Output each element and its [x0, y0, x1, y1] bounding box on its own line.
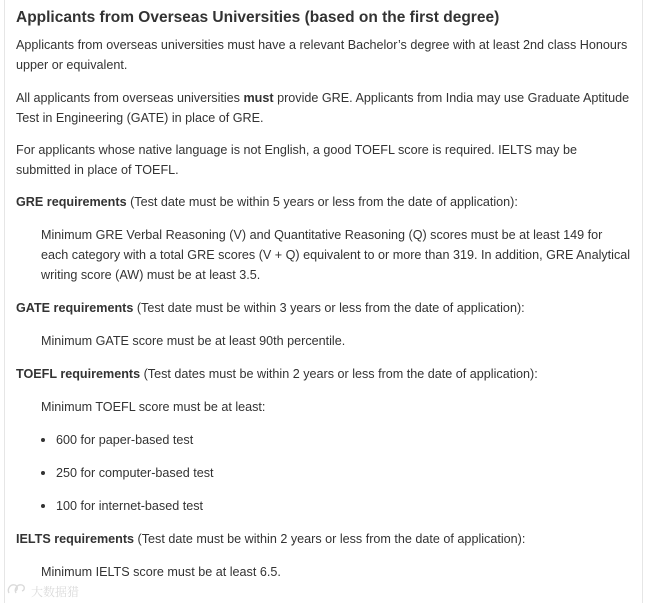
english-requirement-paragraph: For applicants whose native language is not English, a good TOEFL score is required. IELTS may be submitted in place of TOEFL.	[16, 143, 577, 177]
ielts-requirements-title: IELTS requirements	[16, 532, 135, 546]
degree-requirement-paragraph: Applicants from overseas universities must have a relevant Bachelor’s degree with at least 2nd class Honours upper or equivalent.	[16, 38, 628, 72]
gre-mandatory-emphasis: must	[243, 91, 274, 105]
bullet-icon	[41, 504, 45, 508]
bullet-icon	[41, 438, 45, 442]
gate-requirements-note: (Test date must be within 3 years or less from the date of application):	[133, 301, 525, 315]
gate-requirements-detail: Minimum GATE score must be at least 90th percentile.	[41, 334, 346, 348]
watermark-logo-icon	[6, 582, 28, 601]
toefl-computer-score: 250 for computer-based test	[56, 466, 214, 480]
gre-requirements-title: GRE requirements	[16, 195, 127, 209]
gre-mandatory-paragraph	[16, 88, 632, 128]
watermark-text: 大数据猎	[31, 585, 80, 599]
toefl-internet-score: 100 for internet-based test	[56, 499, 204, 513]
toefl-paper-score: 600 for paper-based test	[56, 433, 194, 447]
gre-mandatory-text-before: All applicants from overseas universities	[16, 91, 244, 105]
list-item	[16, 430, 632, 450]
toefl-requirements-title: TOEFL requirements	[16, 367, 141, 381]
ielts-requirements-note: (Test date must be within 2 years or less from the date of application):	[134, 532, 526, 546]
bullet-icon	[41, 471, 45, 475]
gre-requirements-detail: Minimum GRE Verbal Reasoning (V) and Quantitative Reasoning (Q) scores must be at least 149 for each category with a total GRE scores (V + Q) equivalent to or more than 319. In addition, GRE Analytical writing score (AW) must be at least 3.5.	[41, 228, 631, 282]
toefl-score-list	[16, 430, 632, 516]
gre-mandatory-text-after: provide GRE. Applicants from India may use Graduate Aptitude Test in Engineering (GATE) in place of GRE.	[16, 91, 630, 125]
gre-requirements-note: (Test date must be within 5 years or less from the date of application):	[126, 195, 518, 209]
requirements-panel	[4, 0, 643, 603]
gate-requirements-title: GATE requirements	[16, 301, 134, 315]
list-item	[16, 496, 632, 516]
toefl-requirements-header	[16, 364, 632, 384]
gre-requirements-header	[16, 192, 632, 212]
toefl-requirements-detail: Minimum TOEFL score must be at least:	[41, 400, 266, 414]
list-item	[16, 463, 632, 483]
toefl-requirements-note: (Test dates must be within 2 years or less from the date of application):	[140, 367, 538, 381]
watermark	[6, 582, 79, 601]
gate-requirements-header	[16, 298, 632, 318]
ielts-requirements-header	[16, 529, 632, 549]
ielts-requirements-detail: Minimum IELTS score must be at least 6.5.	[41, 565, 281, 579]
section-heading: Applicants from Overseas Universities (based on the first degree)	[16, 9, 500, 26]
